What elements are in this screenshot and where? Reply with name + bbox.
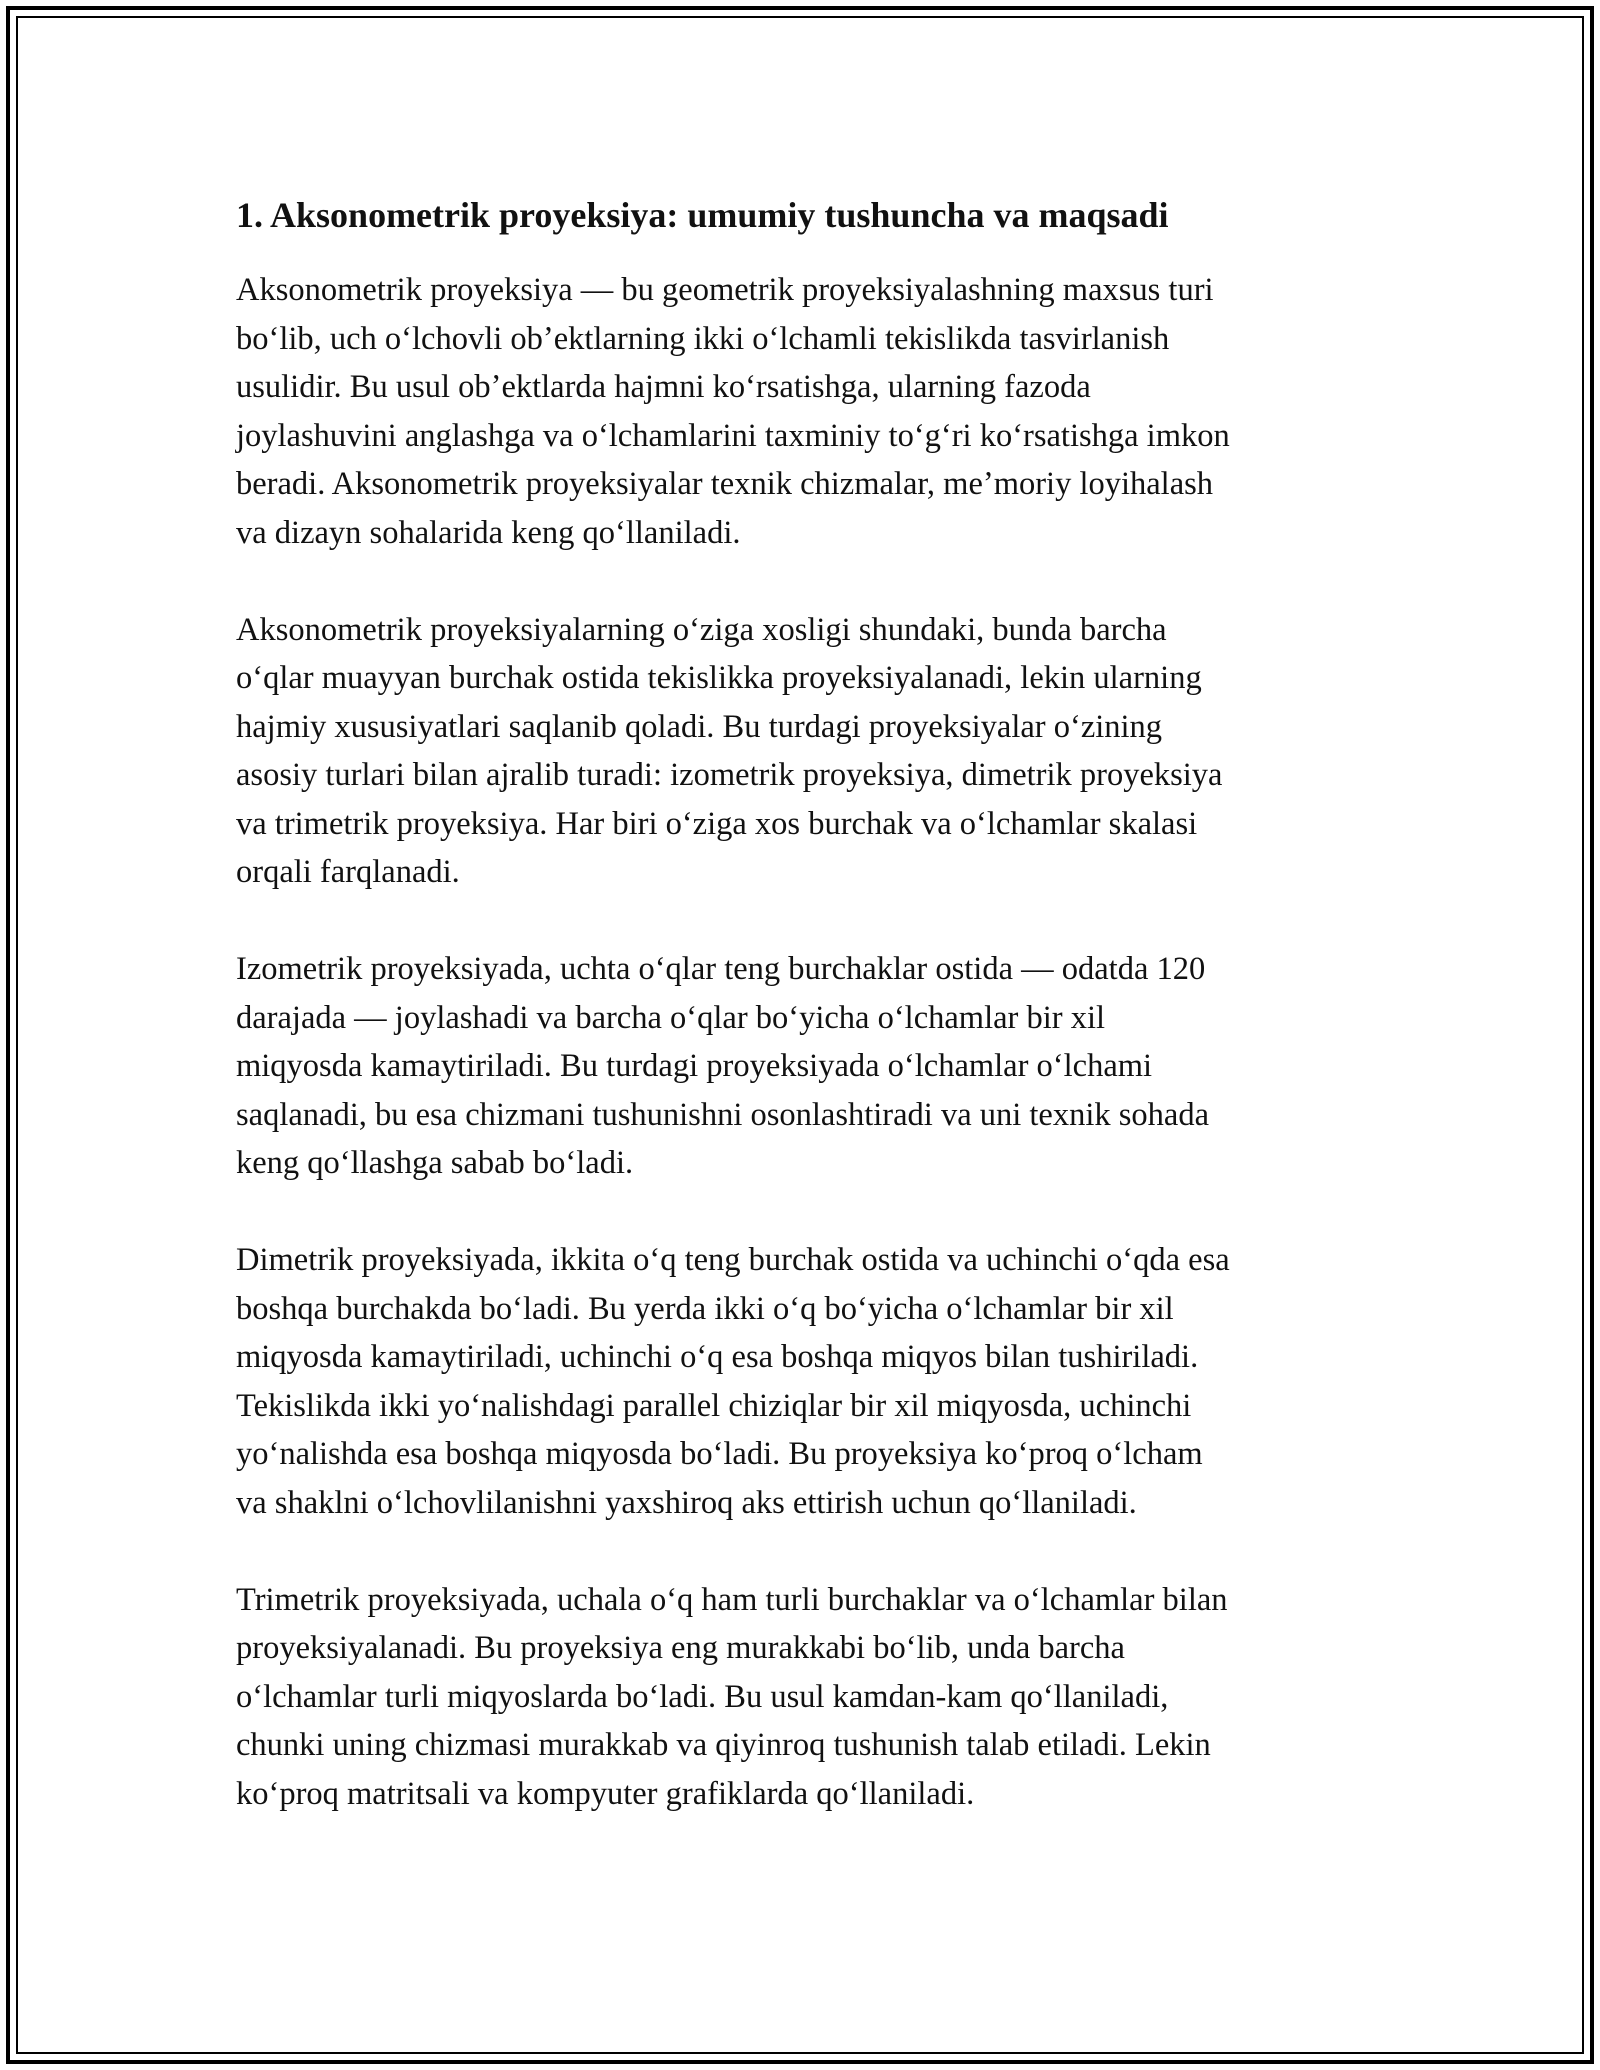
paragraph-isometric	[236, 945, 1366, 1188]
text-line: beradi. Aksonometrik proyeksiyalar texnik chizmalar, meʼmoriy loyihalash	[236, 466, 1214, 502]
text-line: va shaklni oʻlchovlilanishni yaxshiroq aks ettirish uchun qoʻllaniladi.	[236, 1484, 1137, 1521]
text-line: usulidir. Bu usul obʼektlarda hajmni koʻrsatishga, ularning fazoda	[236, 369, 1091, 405]
paragraph-dimetric	[236, 1236, 1366, 1527]
text-line: saqlanadi, bu esa chizmani tushunishni osonlashtiradi va uni texnik sohada	[236, 1096, 1210, 1133]
text-line: yoʻnalishda esa boshqa miqyosda boʻladi. Bu proyeksiya koʻproq oʻlcham	[236, 1436, 1203, 1472]
text-line: boʻlib, uch oʻlchovli obʼektlarning ikki oʻlchamli tekislikda tasvirlanish	[236, 320, 1170, 357]
paragraph-types	[236, 606, 1366, 897]
section-heading: 1. Aksonometrik proyeksiya: umumiy tushuncha va maqsadi	[236, 195, 1169, 235]
text-line: miqyosda kamaytiriladi. Bu turdagi proyeksiyada oʻlchamlar oʻlchami	[236, 1048, 1153, 1084]
text-line: Dimetrik proyeksiyada, ikkita oʻq teng burchak ostida va uchinchi oʻqda esa	[236, 1242, 1230, 1278]
text-line: orqali farqlanadi.	[236, 854, 460, 890]
paragraph-intro	[236, 266, 1366, 557]
text-line: Aksonometrik proyeksiyalarning oʻziga xosligi shundaki, bunda barcha	[236, 611, 1167, 648]
text-line: koʻproq matritsali va kompyuter grafiklarda qoʻllaniladi.	[236, 1775, 975, 1812]
text-line: boshqa burchakda boʻladi. Bu yerda ikki oʻq boʻyicha oʻlchamlar bir xil	[236, 1290, 1174, 1327]
text-line: Aksonometrik proyeksiya — bu geometrik proyeksiyalashning maxsus turi	[236, 272, 1214, 308]
text-line: va dizayn sohalarida keng qoʻllaniladi.	[236, 514, 741, 551]
paragraph-trimetric	[236, 1576, 1366, 1819]
text-line: oʻlchamlar turli miqyoslarda boʻladi. Bu usul kamdan-kam qoʻllaniladi,	[236, 1678, 1169, 1715]
text-line: proyeksiyalanadi. Bu proyeksiya eng murakkabi boʻlib, unda barcha	[236, 1630, 1125, 1666]
text-line: asosiy turlari bilan ajralib turadi: izometrik proyeksiya, dimetrik proyeksiya	[236, 757, 1223, 793]
text-line: Izometrik proyeksiyada, uchta oʻqlar teng burchaklar ostida — odatda 120	[236, 951, 1206, 987]
text-line: Trimetrik proyeksiyada, uchala oʻq ham turli burchaklar va oʻlchamlar bilan	[236, 1581, 1228, 1618]
text-line: miqyosda kamaytiriladi, uchinchi oʻq esa boshqa miqyos bilan tushiriladi.	[236, 1339, 1199, 1375]
text-line: va trimetrik proyeksiya. Har biri oʻziga xos burchak va oʻlchamlar skalasi	[236, 805, 1198, 842]
text-line: chunki uning chizmasi murakkab va qiyinroq tushunish talab etiladi. Lekin	[236, 1727, 1211, 1763]
text-line: keng qoʻllashga sabab boʻladi.	[236, 1145, 634, 1181]
text-line: hajmiy xususiyatlari saqlanib qoladi. Bu turdagi proyeksiyalar oʻzining	[236, 708, 1163, 745]
text-line: Tekislikda ikki yoʻnalishdagi parallel chiziqlar bir xil miqyosda, uchinchi	[236, 1387, 1192, 1424]
document-body	[236, 186, 1366, 1867]
text-line: darajada — joylashadi va barcha oʻqlar boʻyicha oʻlchamlar bir xil	[236, 999, 1106, 1036]
text-line: joylashuvini anglashga va oʻlchamlarini taxminiy toʻgʻri koʻrsatishga imkon	[236, 417, 1230, 454]
text-line: oʻqlar muayyan burchak ostida tekislikka proyeksiyalanadi, lekin ularning	[236, 660, 1202, 696]
